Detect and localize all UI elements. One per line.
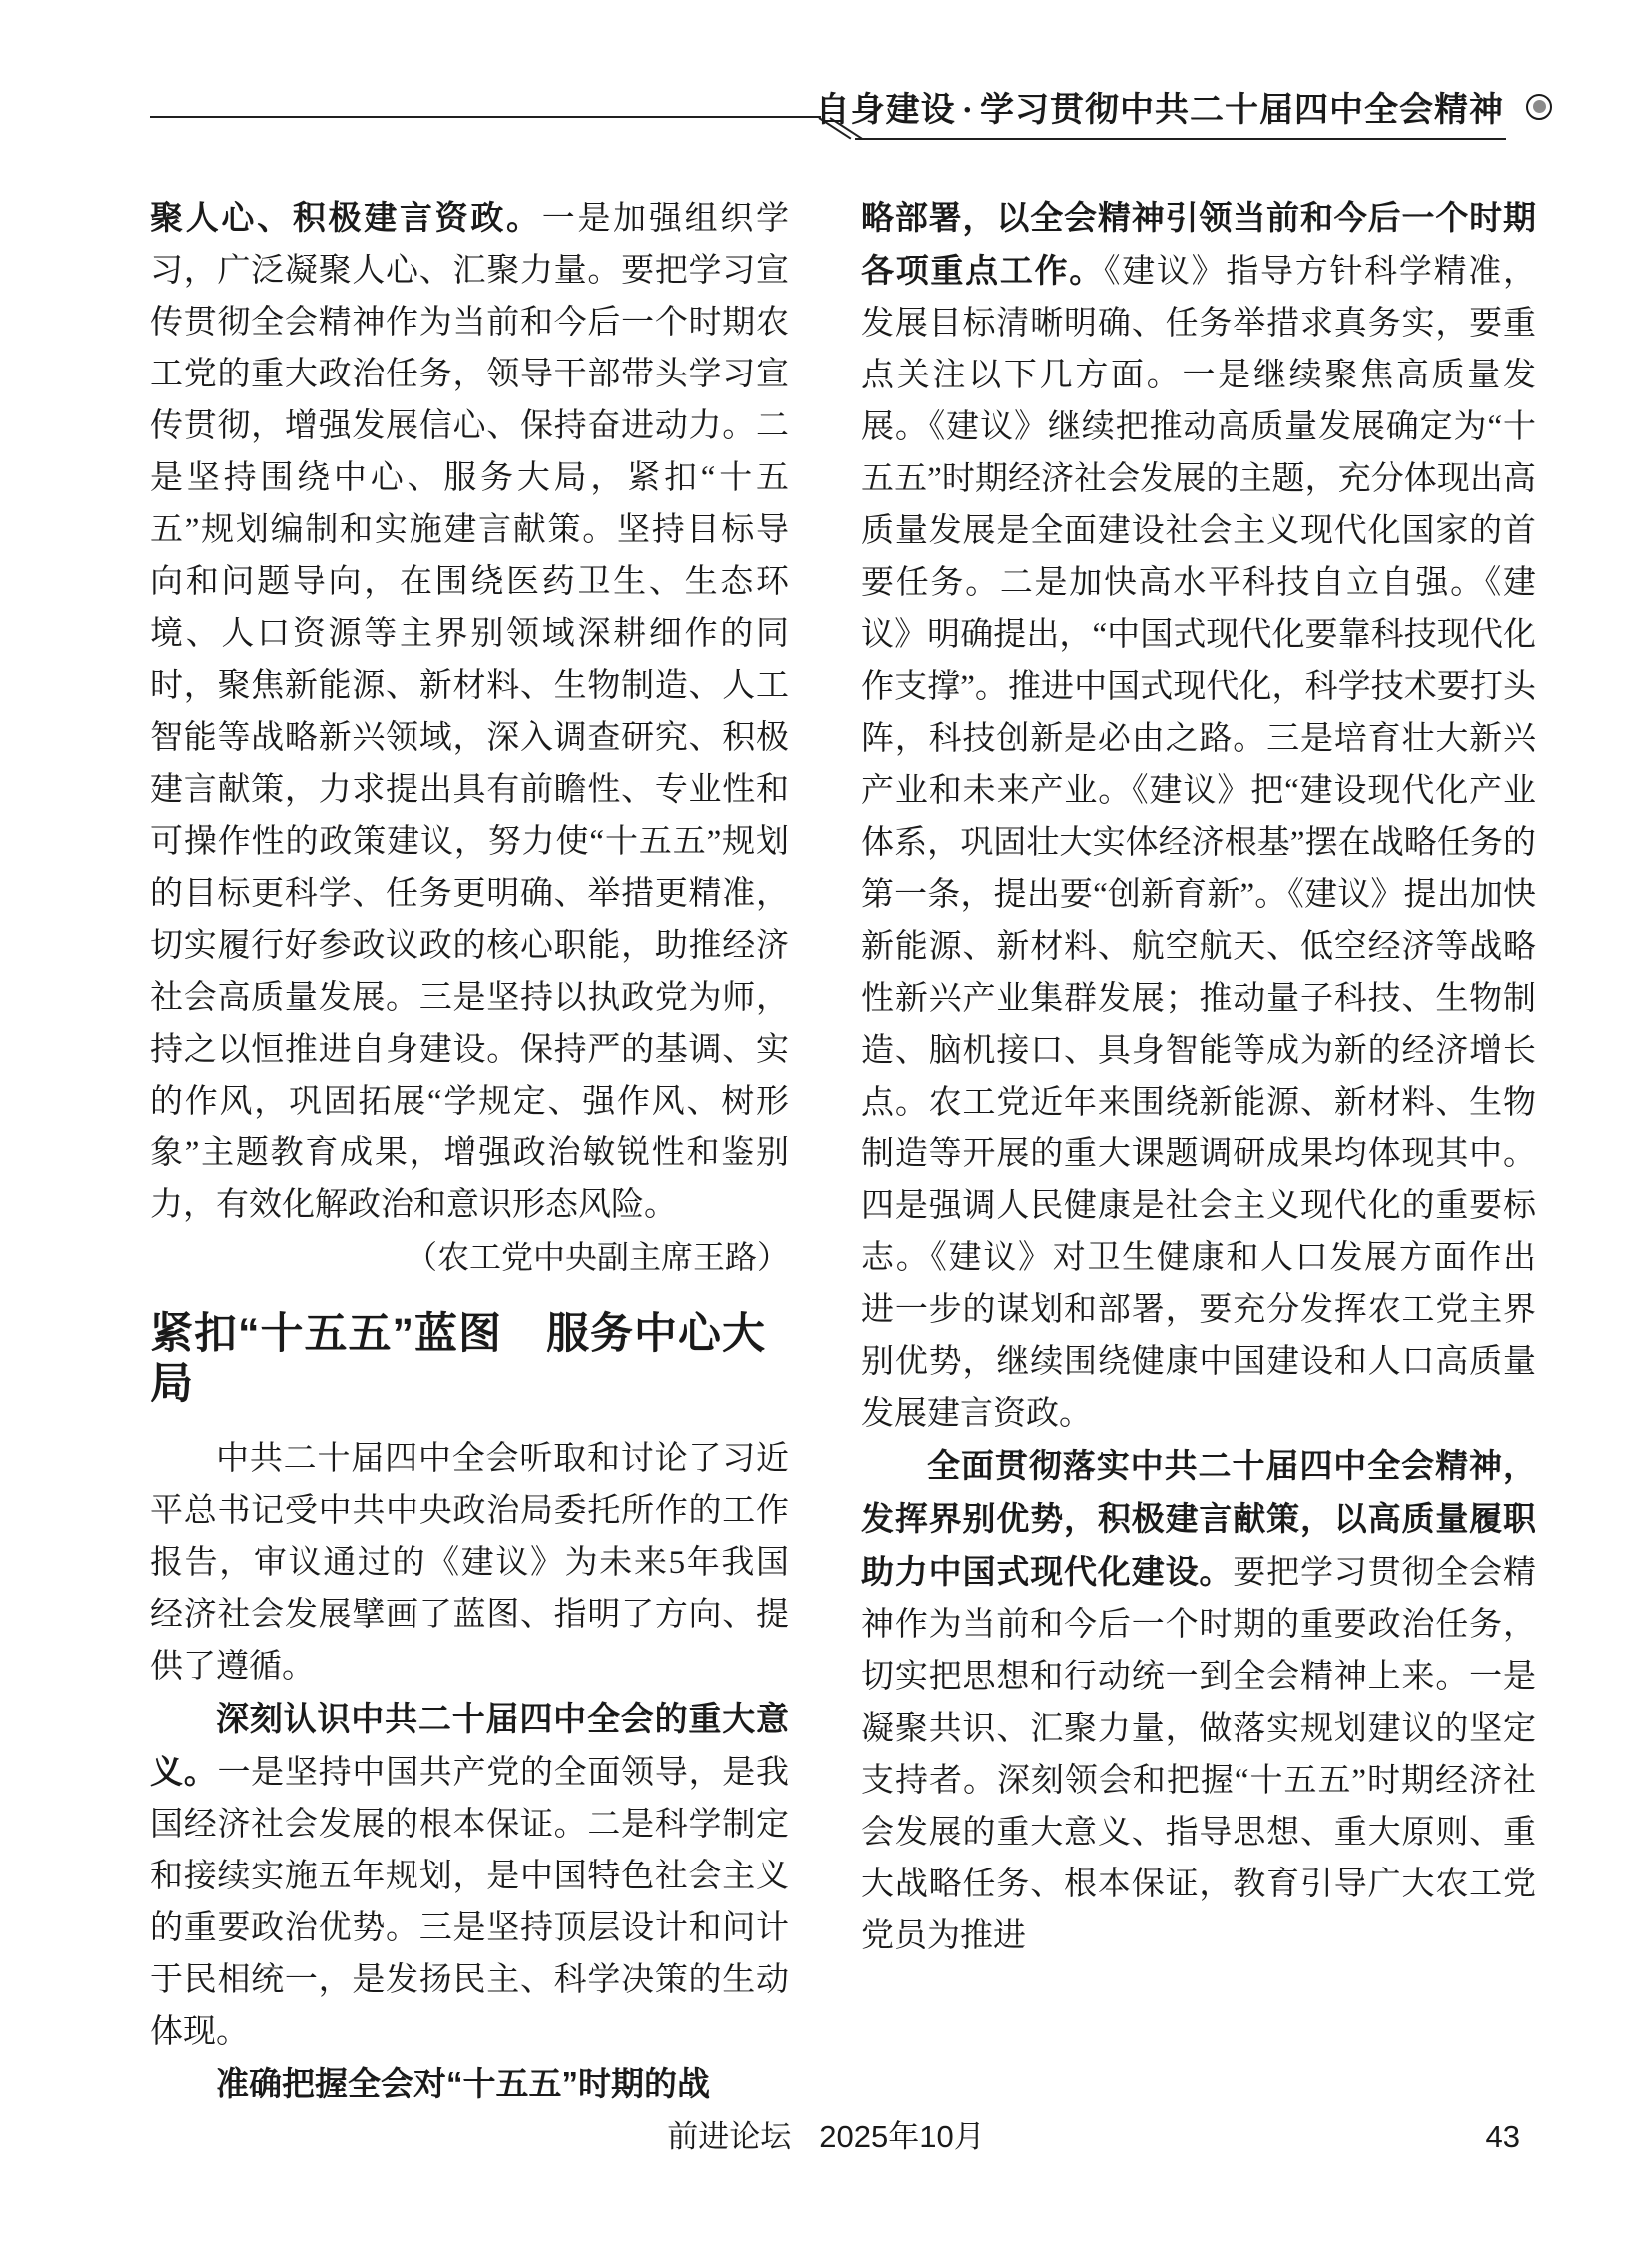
text-run: 《建议》指导方针科学精准，发展目标清晰明确、任务举措求真务实，要重点关注以下几方面。一是继续聚焦高质量发展。《建议》继续把推动高质量发展确定为“十五五”时期经济社会发展的主题，充分体现出高质量发展是全面建设社会主义现代化国家的首要任务。二是加快高水平科技自立自强。《建议》明确提出，“中国式现代化要靠科技现代化作支撑”。推进中国式现代化，科学技术要打头阵，科技创新是必由之路。三是培育壮大新兴产业和未来产业。《建议》把“建设现代化产业体系，巩固壮大实体经济根基”摆在战略任务的第一条，提出要“创新育新”。《建议》提出加快新能源、新材料、航空航天、低空经济等战略性新兴产业集群发展；推动量子科技、生物制造、脑机接口、具身智能等成为新的经济增长点。农工党近年来围绕新能源、新材料、生物制造等开展的重大课题调研成果均体现其中。四是强调人民健康是社会主义现代化的重要标志。《建议》对卫生健康和人口发展方面作出进一步的谋划和部署，要充分发挥农工党主界别优势，继续围绕健康中国建设和人口高质量发展建言资政。 — [861, 254, 1537, 1432]
paragraph — [150, 1693, 789, 2058]
text-run: 一是加强组织学习，广泛凝聚人心、汇聚力量。要把学习宣传贯彻全会精神作为当前和今后一个时期农工党的重大政治任务，领导干部带头学习宣传贯彻，增强发展信心、保持奋进动力。二是坚持围绕中心、服务大局，紧扣“十五五”规划编制和实施建言献策。坚持目标导向和问题导向，在围绕医药卫生、生态环境、人口资源等主界别领域深耕细作的同时，聚焦新能源、新材料、生物制造、人工智能等战略新兴领域，深入调查研究、积极建言献策，力求提出具有前瞻性、专业性和可操作性的政策建议，努力使“十五五”规划的目标更科学、任务更明确、举措更精准，切实履行好参政议政的核心职能，助推经济社会高质量发展。三是坚持以执政党为师，持之以恒推进自身建设。保持严的基调、实的作风，巩固拓展“学规定、强作风、树形象”主题教育成果，增强政治敏锐性和鉴别力，有效化解政治和意识形态风险。 — [150, 201, 790, 1223]
paragraph — [861, 192, 1536, 1440]
author-attribution: （农工党中央副主席王路） — [405, 1239, 789, 1275]
topic-label: 学习贯彻中共二十届四中全会精神 — [980, 92, 1504, 129]
text-run: 一是坚持中国共产党的全面领导，是我国经济社会发展的根本保证。二是科学制定和接续实施五年规划，是中国特色社会主义的重要政治优势。三是坚持顶层设计和问计于民相统一，是发扬民主、科学决策的生动体现。 — [150, 1755, 790, 2050]
section-heading: 紧扣“十五五”蓝图 服务中心大局 — [150, 1310, 766, 1408]
bold-run: 聚人心、积极建言资政。 — [150, 199, 542, 236]
page-footer — [0, 2115, 1652, 2159]
running-head-title — [816, 82, 1504, 131]
section-label: 自身建设 — [815, 91, 956, 129]
header-rule-left — [150, 116, 821, 118]
bold-run: 略部署，以全会精神引领当前和今后一个时期各项重点工作。 — [861, 199, 1536, 289]
article-body — [150, 192, 1536, 2111]
running-head — [816, 82, 1552, 131]
paragraph — [150, 2058, 789, 2111]
journal-name: 前进论坛 — [667, 2119, 792, 2154]
target-circle-icon — [1526, 94, 1552, 120]
paragraph — [150, 192, 789, 1231]
text-run: 中共二十届四中全会听取和讨论了习近平总书记受中共中央政治局委托所作的工作报告，审议通过的《建议》为未来5年我国经济社会发展擘画了蓝图、指明了方向、提供了遵循。 — [150, 1441, 789, 1685]
bold-run: 深刻认识中共二十届四中全会的重大意义。 — [150, 1700, 789, 1790]
target-circle-core — [1533, 100, 1546, 113]
paragraph — [150, 1433, 789, 1693]
bold-run: 全面贯彻落实中共二十届四中全会精神，发挥界别优势，积极建言献策，以高质量履职助力中国式现代化建设。 — [861, 1447, 1536, 1590]
text-run: 要把学习贯彻全会精神作为当前和今后一个时期的重要政治任务，切实把思想和行动统一到全会精神上来。一是凝聚共识、汇聚力量，做落实规划建议的坚定支持者。深刻领会和把握“十五五”时期经济社会发展的重大意义、指导思想、重大原则、重大战略任务、根本保证，教育引导广大农工党党员为推进 — [861, 1555, 1537, 1954]
bold-run: 准确把握全会对“十五五”时期的战 — [216, 2065, 710, 2102]
header-rule-right — [855, 138, 1506, 140]
column-left — [150, 192, 789, 2111]
footer-center — [0, 2115, 1652, 2159]
separator-dot: · — [961, 92, 974, 129]
page-number: 43 — [1485, 2119, 1520, 2154]
issue-date: 2025年10月 — [819, 2119, 985, 2154]
paragraph — [861, 1440, 1536, 1962]
column-right — [861, 192, 1536, 2111]
